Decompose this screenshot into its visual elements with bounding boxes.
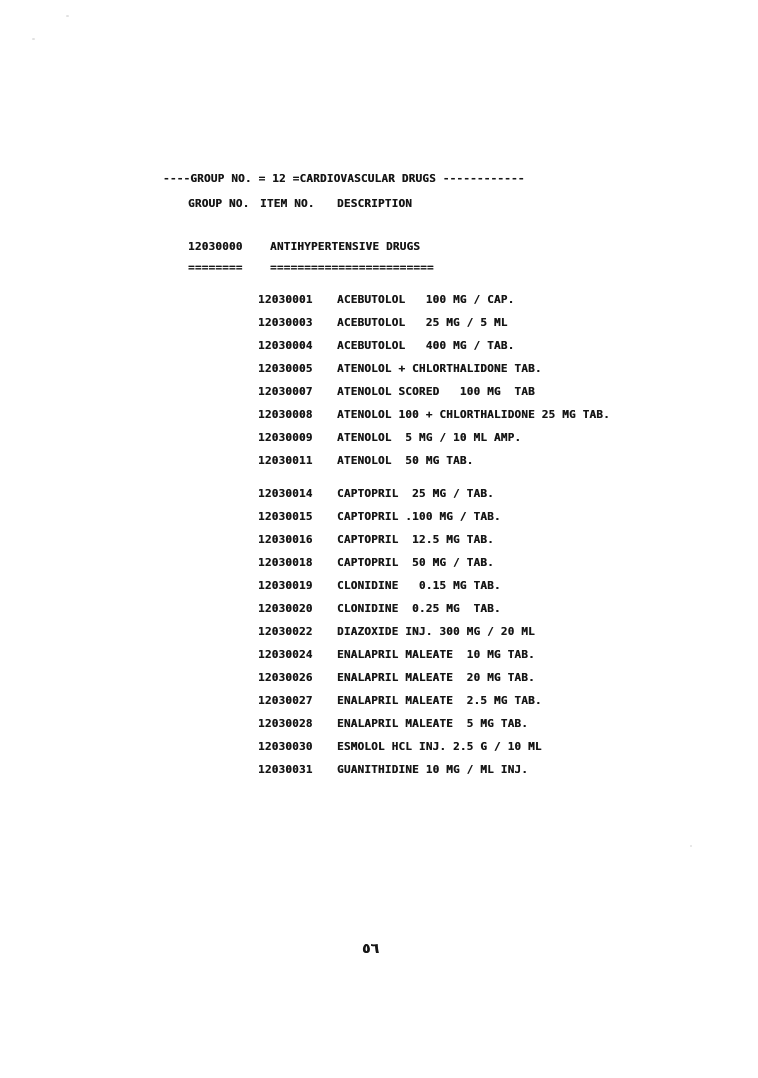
scan-speck [32, 38, 35, 40]
item-number: 12030030 [258, 740, 313, 753]
item-number: 12030004 [258, 339, 313, 352]
item-number: 12030014 [258, 487, 313, 500]
group-name: ANTIHYPERTENSIVE DRUGS [270, 240, 421, 253]
table-row [0, 454, 758, 477]
column-header-group-no: GROUP NO. [188, 197, 250, 210]
table-row [0, 316, 758, 339]
item-description: ENALAPRIL MALEATE 20 MG TAB. [337, 671, 535, 684]
item-list [0, 293, 758, 786]
table-row [0, 408, 758, 431]
table-row [0, 763, 758, 786]
table-row [0, 431, 758, 454]
item-number: 12030016 [258, 533, 313, 546]
group-number: 12030000 [188, 240, 243, 253]
table-row [0, 740, 758, 763]
item-number: 12030027 [258, 694, 313, 707]
item-description: ACEBUTOLOL 100 MG / CAP. [337, 293, 515, 306]
item-description: ATENOLOL + CHLORTHALIDONE TAB. [337, 362, 542, 375]
item-description: ENALAPRIL MALEATE 5 MG TAB. [337, 717, 529, 730]
item-number: 12030008 [258, 408, 313, 421]
item-description: ATENOLOL 5 MG / 10 ML AMP. [337, 431, 522, 444]
scan-speck [690, 845, 692, 847]
item-number: 12030009 [258, 431, 313, 444]
group-name-underline: ======================== [270, 261, 434, 274]
table-row [0, 648, 758, 671]
item-description: CAPTOPRIL 25 MG / TAB. [337, 487, 494, 500]
group-number-underline: ======== [188, 261, 243, 274]
item-description: GUANITHIDINE 10 MG / ML INJ. [337, 763, 529, 776]
item-number: 12030001 [258, 293, 313, 306]
item-description: ENALAPRIL MALEATE 2.5 MG TAB. [337, 694, 542, 707]
item-number: 12030022 [258, 625, 313, 638]
item-number: 12030019 [258, 579, 313, 592]
item-number: 12030018 [258, 556, 313, 569]
column-header-item-no: ITEM NO. [260, 197, 315, 210]
item-description: CLONIDINE 0.25 MG TAB. [337, 602, 501, 615]
item-number: 12030028 [258, 717, 313, 730]
table-row [0, 625, 758, 648]
item-description: CAPTOPRIL 12.5 MG TAB. [337, 533, 494, 546]
item-number: 12030003 [258, 316, 313, 329]
item-description: DIAZOXIDE INJ. 300 MG / 20 ML [337, 625, 535, 638]
table-row [0, 362, 758, 385]
table-row [0, 717, 758, 740]
group-header-line: ----GROUP NO. = 12 =CARDIOVASCULAR DRUGS ------------ [163, 172, 525, 185]
item-number: 12030005 [258, 362, 313, 375]
table-row [0, 602, 758, 625]
item-description: CAPTOPRIL .100 MG / TAB. [337, 510, 501, 523]
item-description: ENALAPRIL MALEATE 10 MG TAB. [337, 648, 535, 661]
item-number: 12030031 [258, 763, 313, 776]
table-row [0, 671, 758, 694]
item-description: CAPTOPRIL 50 MG / TAB. [337, 556, 494, 569]
table-row [0, 293, 758, 316]
page-number: ٥٦ [362, 941, 380, 957]
table-row [0, 487, 758, 510]
scan-speck [66, 15, 69, 17]
item-description: ATENOLOL 50 MG TAB. [337, 454, 474, 467]
item-description: ESMOLOL HCL INJ. 2.5 G / 10 ML [337, 740, 542, 753]
item-number: 12030011 [258, 454, 313, 467]
item-number: 12030020 [258, 602, 313, 615]
item-number: 12030026 [258, 671, 313, 684]
item-description: ACEBUTOLOL 400 MG / TAB. [337, 339, 515, 352]
table-row [0, 533, 758, 556]
item-description: ATENOLOL 100 + CHLORTHALIDONE 25 MG TAB. [337, 408, 610, 421]
item-description: ATENOLOL SCORED 100 MG TAB [337, 385, 535, 398]
item-description: CLONIDINE 0.15 MG TAB. [337, 579, 501, 592]
table-row [0, 579, 758, 602]
table-row [0, 339, 758, 362]
item-number: 12030015 [258, 510, 313, 523]
table-row [0, 385, 758, 408]
item-number: 12030024 [258, 648, 313, 661]
table-row [0, 556, 758, 579]
item-description: ACEBUTOLOL 25 MG / 5 ML [337, 316, 508, 329]
table-row [0, 510, 758, 533]
table-row [0, 694, 758, 717]
column-header-description: DESCRIPTION [337, 197, 413, 210]
item-number: 12030007 [258, 385, 313, 398]
